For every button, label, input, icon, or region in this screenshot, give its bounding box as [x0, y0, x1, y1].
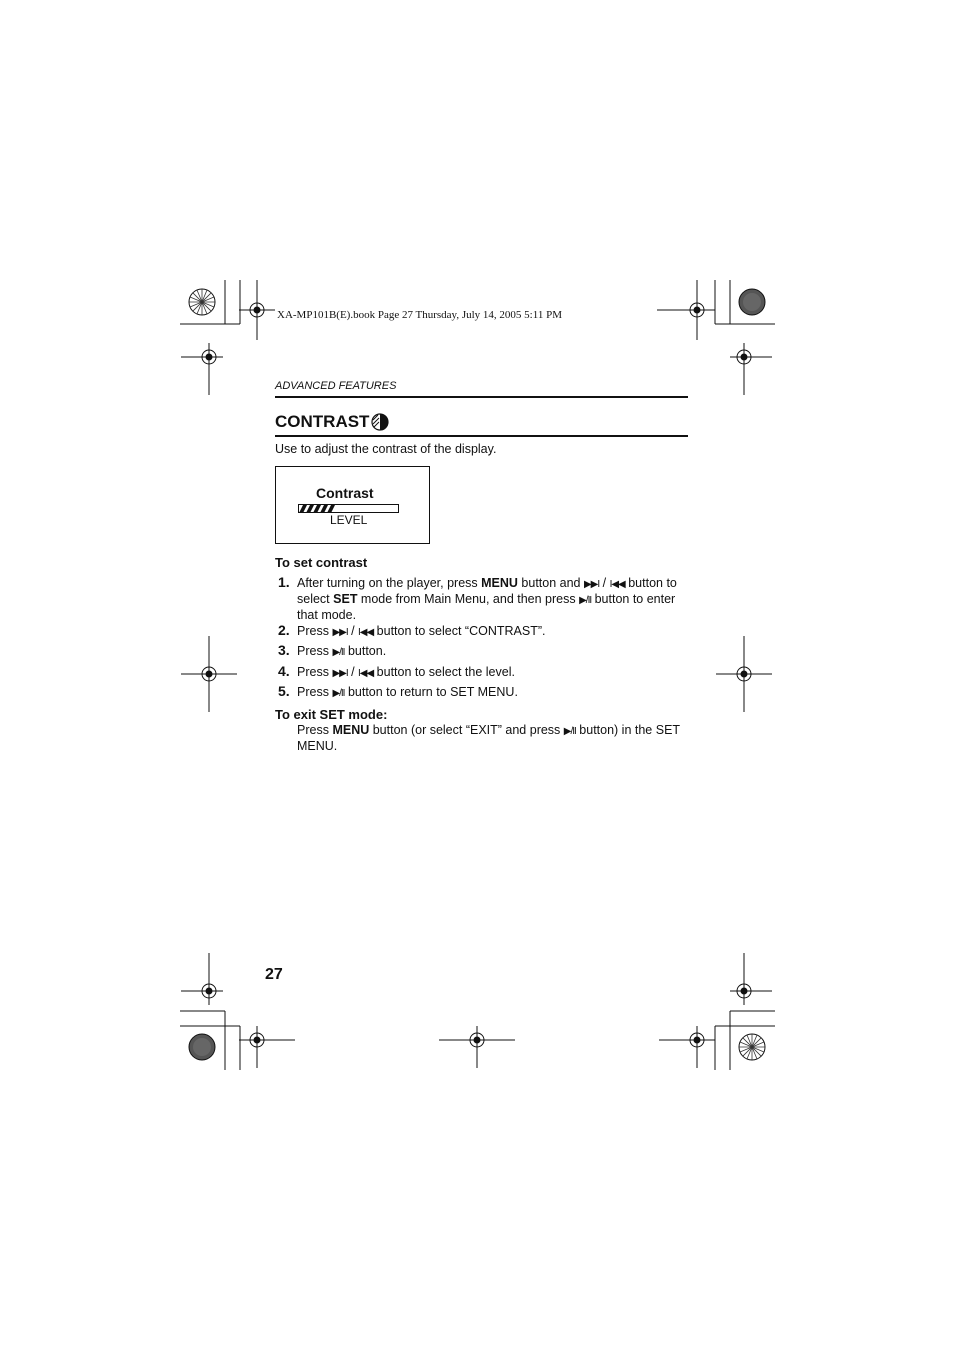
button-symbol-icon: ▶/II: [332, 647, 345, 658]
text-run: button and: [517, 576, 584, 590]
button-symbol-icon: ▶▶I: [332, 627, 348, 638]
description: Use to adjust the contrast of the display.: [275, 442, 497, 456]
page-title-text: CONTRAST: [275, 412, 370, 431]
print-header-line: XA-MP101B(E).book Page 27 Thursday, July 14, 2005 5:11 PM: [277, 309, 562, 321]
section-divider: [275, 396, 688, 398]
step-number: 3.: [278, 642, 290, 658]
title-divider: [275, 435, 688, 437]
text-run: Press: [297, 685, 333, 699]
step-number: 4.: [278, 663, 290, 679]
step-number: 2.: [278, 622, 290, 638]
text-run: button to select “CONTRAST”.: [373, 624, 546, 638]
step-text: [297, 644, 689, 660]
step-text: [297, 624, 689, 640]
text-run: button to return to SET MENU.: [344, 685, 518, 699]
text-run: /: [599, 576, 610, 590]
button-symbol-icon: ▶/II: [332, 688, 345, 699]
page-number: 27: [265, 966, 283, 983]
step-number: 1.: [278, 574, 290, 590]
text-run: button.: [344, 644, 387, 658]
text-run: After turning on the player, press: [297, 576, 482, 590]
step-text: [297, 685, 689, 701]
step-text: [297, 576, 689, 623]
text-run: Press: [297, 644, 333, 658]
contrast-icon: [371, 413, 389, 431]
text-run: button to enter that mode.: [297, 592, 676, 622]
button-symbol-icon: ▶▶I: [583, 579, 600, 590]
screen-title: Contrast: [316, 485, 374, 501]
text-run: button (or select “EXIT” and press: [369, 723, 564, 737]
screen-level-label: LEVEL: [330, 513, 368, 527]
section-label: ADVANCED FEATURES: [275, 380, 397, 392]
text-run: Press: [297, 665, 333, 679]
text-run: mode from Main Menu, and then press: [357, 592, 580, 606]
page-title: [275, 412, 389, 432]
button-symbol-icon: ▶▶I: [332, 668, 348, 679]
button-symbol-icon: I◀◀: [358, 668, 374, 679]
text-run: button to select: [297, 576, 677, 606]
bold-term: MENU: [481, 576, 518, 590]
text-run: Press: [297, 624, 333, 638]
text-run: /: [347, 624, 359, 638]
button-symbol-icon: ▶/II: [563, 726, 576, 737]
button-symbol-icon: ▶/II: [579, 595, 592, 606]
text-run: /: [347, 665, 359, 679]
step-number: 5.: [278, 683, 290, 699]
exit-set-heading: To exit SET mode:: [275, 707, 388, 722]
exit-set-instructions: [297, 723, 689, 754]
text-run: button to select the level.: [373, 665, 515, 679]
bold-term: MENU: [332, 723, 370, 737]
step-text: [297, 665, 689, 681]
button-symbol-icon: I◀◀: [609, 579, 625, 590]
display-screen-illustration: [275, 466, 430, 544]
text-run: button) in the SET MENU.: [297, 723, 680, 753]
bold-term: SET: [333, 592, 358, 606]
text-run: Press: [297, 723, 333, 737]
set-contrast-heading: To set contrast: [275, 555, 368, 570]
button-symbol-icon: I◀◀: [358, 627, 374, 638]
